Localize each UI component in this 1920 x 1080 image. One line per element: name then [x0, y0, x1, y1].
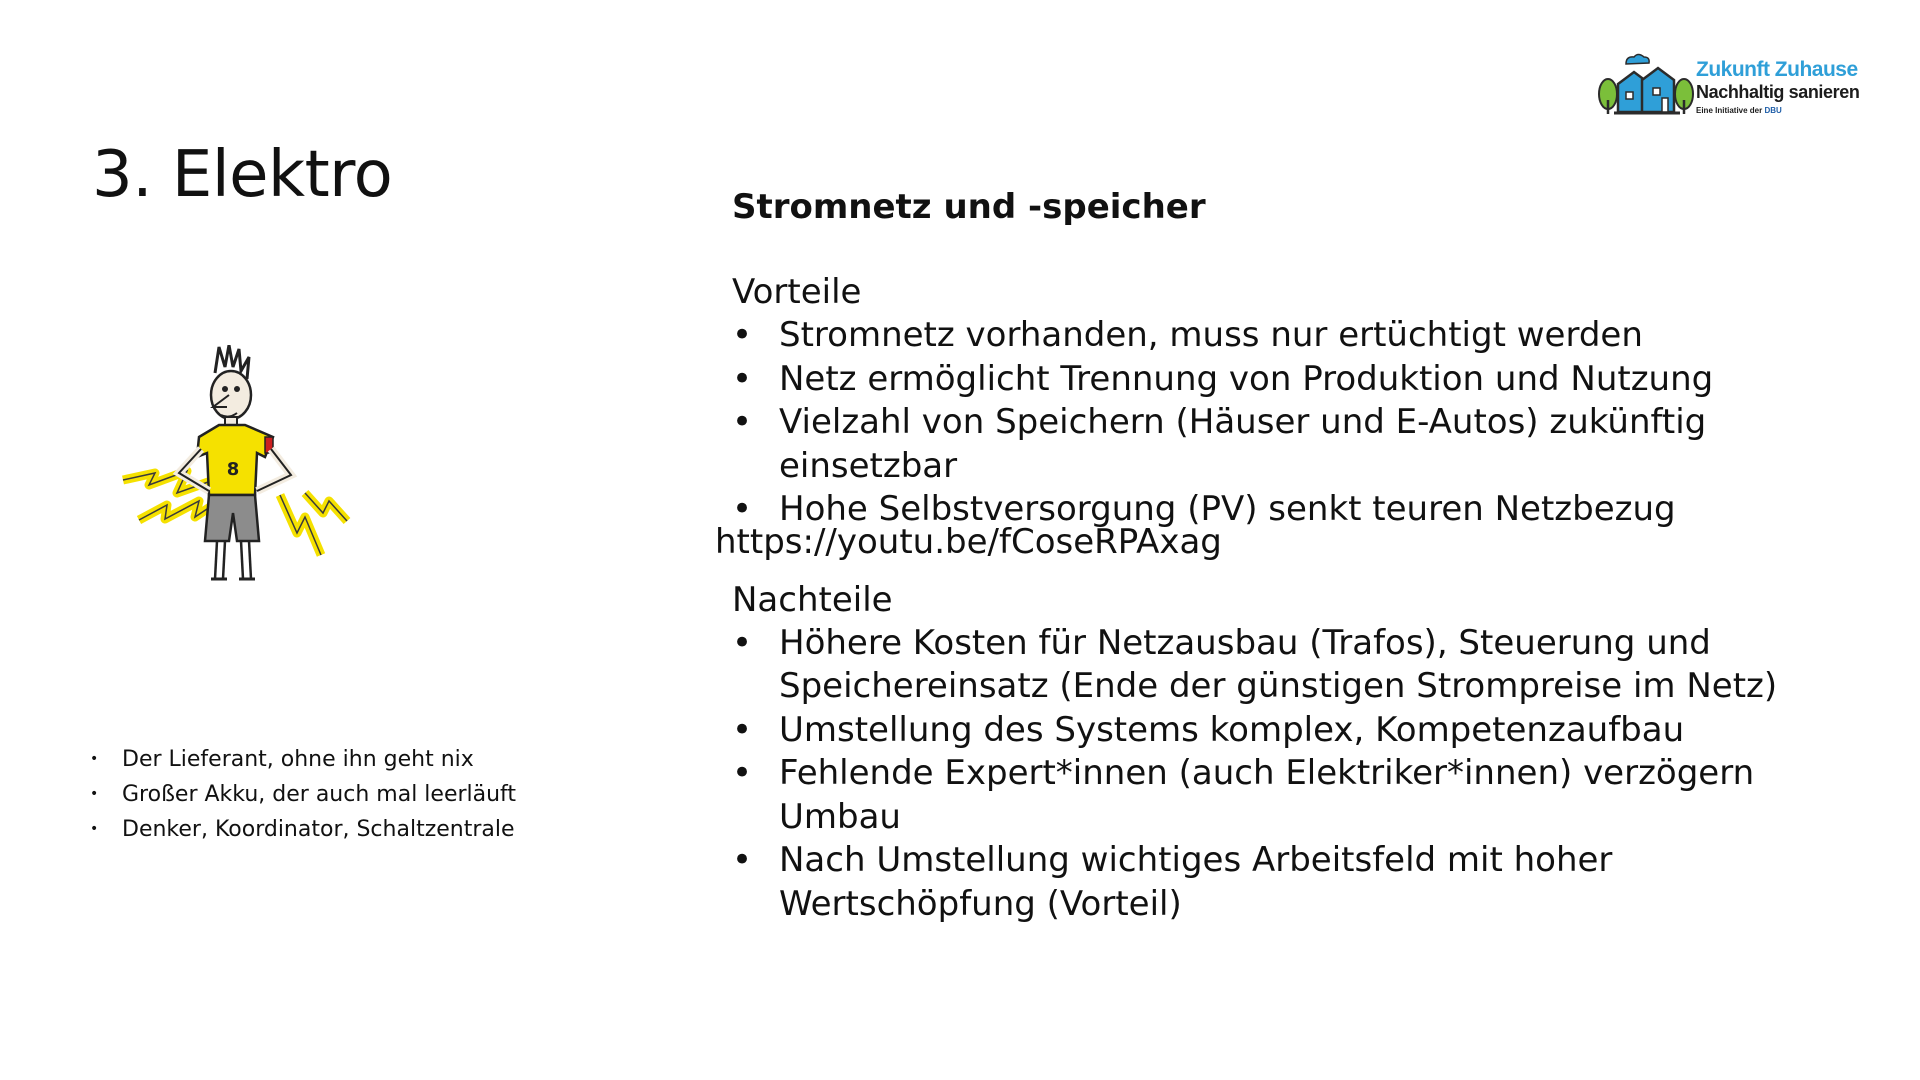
list-item-text: Großer Akku, der auch mal leerläuft [122, 782, 517, 807]
list-item-text: Umstellung des Systems komplex, Kompetenzaufbau [779, 709, 1685, 750]
list-item-text: Stromnetz vorhanden, muss nur ertüchtigt werden [779, 315, 1643, 355]
lightning-icon [280, 493, 347, 555]
video-link[interactable]: https://youtu.be/fCoseRPAxag [715, 522, 1222, 562]
section-heading: Stromnetz und -speicher [732, 187, 1206, 227]
cons-list [732, 622, 1852, 927]
list-item-text: Der Lieferant, ohne ihn geht nix [122, 747, 474, 772]
bullet-icon: • [732, 358, 753, 399]
list-item-text: Nach Umstellung wichtiges Arbeitsfeld mit hoher Wertschöpfung (Vorteil) [779, 840, 1613, 924]
bullet-icon: • [732, 315, 753, 355]
list-item [90, 812, 516, 847]
list-item-text: Höhere Kosten für Netzausbau (Trafos), Steuerung und Speichereinsatz (Ende der günstigen Strompreise im Netz) [779, 622, 1778, 706]
list-item [732, 358, 1859, 402]
logo-initiative-prefix: Eine Initiative der [1696, 106, 1765, 115]
bullet-icon: • [90, 821, 99, 837]
pros-label: Vorteile [732, 272, 862, 312]
logo-org: DBU [1764, 106, 1782, 115]
bullet-icon: • [732, 402, 753, 442]
logo-subtitle: Nachhaltig sanieren [1696, 82, 1860, 102]
slide-title: 3. Elektro [92, 138, 393, 212]
lightning-icon [123, 471, 213, 520]
bullet-icon: • [90, 751, 99, 767]
list-item-text: Fehlende Expert*innen (auch Elektriker*innen) verzögern Umbau [779, 753, 1755, 837]
list-item [732, 752, 1859, 839]
role-description-list [90, 742, 516, 847]
cons-label: Nachteile [732, 579, 893, 620]
list-item [90, 742, 516, 777]
list-item [732, 401, 1859, 488]
list-item [732, 839, 1859, 926]
list-item [732, 622, 1859, 709]
bullet-icon: • [732, 753, 753, 793]
bullet-icon: • [732, 840, 753, 880]
logo-initiative [1696, 106, 1782, 115]
pros-list [732, 314, 1852, 532]
list-item-text: Vielzahl von Speichern (Häuser und E-Autos) zukünftig einsetzbar [779, 402, 1707, 486]
house-trees-icon [1596, 50, 1696, 126]
list-item-text: Denker, Koordinator, Schaltzentrale [122, 817, 515, 842]
list-item-text: Hohe Selbstversorgung (PV) senkt teuren Netzbezug [779, 489, 1676, 529]
list-item [732, 709, 1859, 753]
bullet-icon: • [732, 709, 753, 750]
logo-title: Zukunft Zuhause [1696, 58, 1858, 81]
zukunft-zuhause-logo [1596, 50, 1860, 126]
bullet-icon: • [732, 489, 753, 529]
jersey-number: 8 [226, 459, 240, 480]
list-item [732, 314, 1859, 358]
bullet-icon: • [90, 786, 99, 802]
list-item [90, 777, 516, 812]
list-item-text: Netz ermöglicht Trennung von Produktion und Nutzung [779, 358, 1714, 399]
electrician-illustration [115, 345, 360, 610]
bullet-icon: • [732, 622, 753, 663]
